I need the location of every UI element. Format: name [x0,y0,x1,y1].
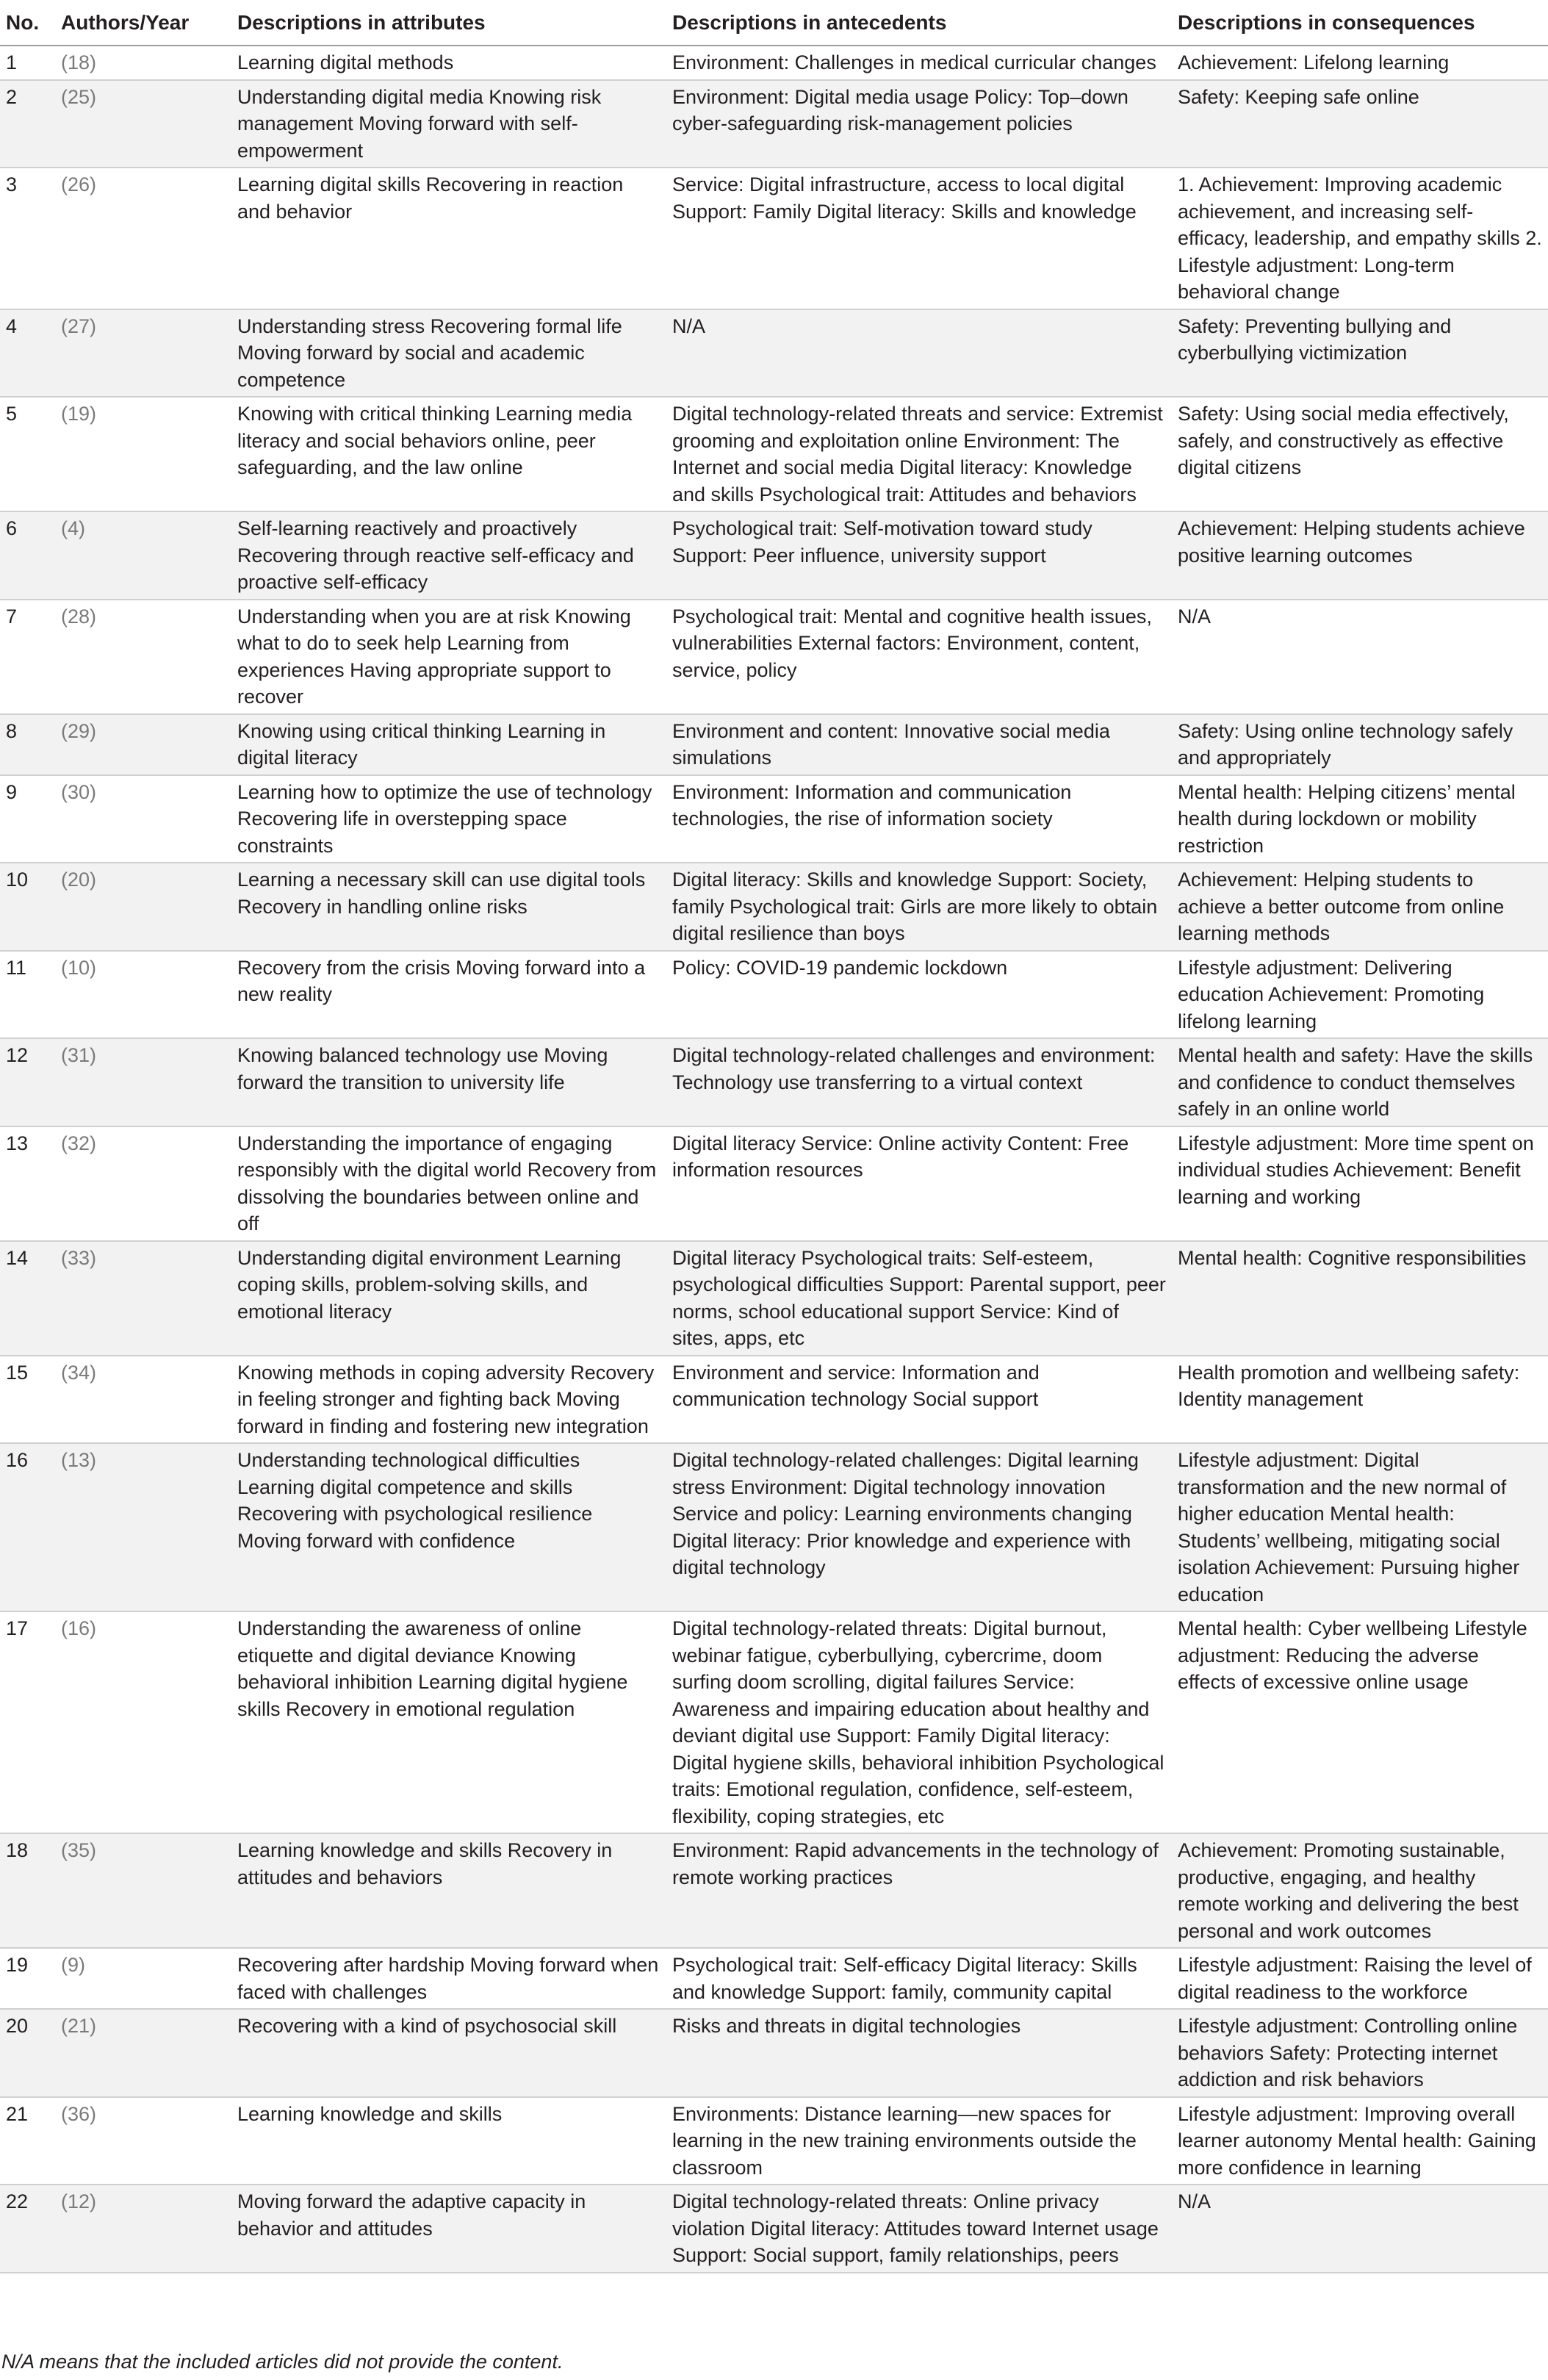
cell-no: 10 [0,863,55,951]
cell-attributes: Learning how to optimize the use of technology Recovering life in overstepping space constraints [231,775,666,863]
cell-reference: (20) [55,863,231,951]
cell-antecedents: Policy: COVID-19 pandemic lockdown [666,951,1172,1039]
cell-antecedents: Psychological trait: Self-motivation toward study Support: Peer influence, university support [666,511,1172,600]
cell-consequences: Safety: Preventing bullying and cyberbullying victimization [1172,309,1548,398]
header-authors-year: Authors/Year [55,0,231,46]
cell-consequences: N/A [1172,600,1548,714]
cell-reference: (16) [55,1611,231,1833]
cell-attributes: Knowing balanced technology use Moving forward the transition to university life [231,1038,666,1126]
cell-attributes: Moving forward the adaptive capacity in behavior and attitudes [231,2185,666,2273]
cell-antecedents: Digital technology-related challenges and environment: Technology use transferring to a virtual context [666,1038,1172,1126]
cell-consequences: Achievement: Helping students achieve positive learning outcomes [1172,511,1548,600]
cell-antecedents: N/A [666,309,1172,398]
cell-no: 3 [0,168,55,309]
cell-attributes: Knowing methods in coping adversity Recovery in feeling stronger and fighting back Moving forward in finding and fostering new integration [231,1356,666,1444]
cell-antecedents: Environment: Challenges in medical curricular changes [666,46,1172,80]
table-body [0,46,1548,2273]
table-row [0,1611,1548,1833]
table-row [0,600,1548,714]
cell-no: 13 [0,1126,55,1241]
cell-reference: (28) [55,600,231,714]
cell-no: 8 [0,714,55,775]
cell-antecedents: Digital technology-related threats and service: Extremist grooming and exploitation online Environment: The Internet and social media Digital literacy: Knowledge and skills Psychological trait: Attitudes and behaviors [666,397,1172,511]
cell-no: 4 [0,309,55,398]
table-row [0,775,1548,863]
table-row [0,1833,1548,1948]
cell-no: 7 [0,600,55,714]
table-row [0,2185,1548,2273]
cell-attributes: Learning a necessary skill can use digital tools Recovery in handling online risks [231,863,666,951]
cell-reference: (27) [55,309,231,398]
header-antecedents: Descriptions in antecedents [666,0,1172,46]
cell-antecedents: Environments: Distance learning—new spaces for learning in the new training environments outside the classroom [666,2097,1172,2185]
cell-consequences: Achievement: Lifelong learning [1172,46,1548,80]
cell-consequences: N/A [1172,2185,1548,2273]
cell-consequences: Mental health: Cyber wellbeing Lifestyle adjustment: Reducing the adverse effects of excessive online usage [1172,1611,1548,1833]
cell-reference: (32) [55,1126,231,1241]
table-row [0,1038,1548,1126]
cell-consequences: Achievement: Promoting sustainable, productive, engaging, and healthy remote working and delivering the best personal and work outcomes [1172,1833,1548,1948]
cell-attributes: Learning knowledge and skills [231,2097,666,2185]
cell-reference: (36) [55,2097,231,2185]
cell-consequences: Lifestyle adjustment: Improving overall learner autonomy Mental health: Gaining more confidence in learning [1172,2097,1548,2185]
table-row [0,1443,1548,1611]
cell-reference: (29) [55,714,231,775]
cell-reference: (21) [55,2009,231,2097]
cell-reference: (35) [55,1833,231,1948]
cell-antecedents: Risks and threats in digital technologies [666,2009,1172,2097]
table-row [0,1948,1548,2009]
cell-attributes: Recovery from the crisis Moving forward into a new reality [231,951,666,1039]
cell-no: 17 [0,1611,55,1833]
cell-attributes: Learning digital skills Recovering in reaction and behavior [231,168,666,309]
cell-attributes: Self-learning reactively and proactively Recovering through reactive self-efficacy and proactive self-efficacy [231,511,666,600]
cell-consequences: Lifestyle adjustment: More time spent on individual studies Achievement: Benefit learning and working [1172,1126,1548,1241]
cell-reference: (26) [55,168,231,309]
cell-reference: (9) [55,1948,231,2009]
cell-attributes: Understanding the importance of engaging responsibly with the digital world Recovery from dissolving the boundaries between online and off [231,1126,666,1241]
cell-no: 19 [0,1948,55,2009]
cell-no: 18 [0,1833,55,1948]
table-row [0,2097,1548,2185]
cell-antecedents: Environment and content: Innovative social media simulations [666,714,1172,775]
cell-antecedents: Environment: Rapid advancements in the technology of remote working practices [666,1833,1172,1948]
header-attributes: Descriptions in attributes [231,0,666,46]
table-row [0,1241,1548,1356]
cell-antecedents: Digital technology-related threats: Digital burnout, webinar fatigue, cyberbullying, cybercrime, doom surfing doom scrolling, digital failures Service: Awareness and impairing education about healthy and deviant digital use Support: Family Digital literacy: Digital hygiene skills, behavioral inhibition Psychological traits: Emotional regulation, confidence, self-esteem, flexibility, coping strategies, etc [666,1611,1172,1833]
cell-no: 1 [0,46,55,80]
table-row [0,80,1548,168]
cell-no: 6 [0,511,55,600]
cell-reference: (31) [55,1038,231,1126]
cell-reference: (30) [55,775,231,863]
cell-attributes: Learning digital methods [231,46,666,80]
cell-antecedents: Digital literacy Service: Online activity Content: Free information resources [666,1126,1172,1241]
table-row [0,168,1548,309]
cell-no: 5 [0,397,55,511]
table-row [0,309,1548,398]
cell-consequences: Mental health: Cognitive responsibilities [1172,1241,1548,1356]
cell-consequences: Health promotion and wellbeing safety: Identity management [1172,1356,1548,1444]
cell-antecedents: Environment and service: Information and communication technology Social support [666,1356,1172,1444]
cell-antecedents: Environment: Information and communication technologies, the rise of information society [666,775,1172,863]
cell-reference: (13) [55,1443,231,1611]
table-row [0,951,1548,1039]
cell-attributes: Understanding digital environment Learning coping skills, problem-solving skills, and emotional literacy [231,1241,666,1356]
header-no: No. [0,0,55,46]
cell-consequences: Lifestyle adjustment: Raising the level of digital readiness to the workforce [1172,1948,1548,2009]
table-row [0,1356,1548,1444]
cell-consequences: Lifestyle adjustment: Controlling online behaviors Safety: Protecting internet addiction and risk behaviors [1172,2009,1548,2097]
cell-reference: (19) [55,397,231,511]
cell-reference: (4) [55,511,231,600]
header-row [0,0,1548,46]
table-row [0,397,1548,511]
cell-consequences: Lifestyle adjustment: Delivering education Achievement: Promoting lifelong learning [1172,951,1548,1039]
table-row [0,1126,1548,1241]
cell-consequences: Mental health: Helping citizens’ mental health during lockdown or mobility restriction [1172,775,1548,863]
cell-attributes: Understanding technological difficulties Learning digital competence and skills Recovering with psychological resilience Moving forward with confidence [231,1443,666,1611]
cell-no: 2 [0,80,55,168]
cell-consequences: Safety: Using online technology safely and appropriately [1172,714,1548,775]
cell-attributes: Knowing using critical thinking Learning in digital literacy [231,714,666,775]
table-header [0,0,1548,46]
cell-attributes: Recovering with a kind of psychosocial skill [231,2009,666,2097]
cell-antecedents: Environment: Digital media usage Policy: Top–down cyber-safeguarding risk-management policies [666,80,1172,168]
table-row [0,714,1548,775]
cell-antecedents: Digital technology-related threats: Online privacy violation Digital literacy: Attitudes toward Internet usage Support: Social support, family relationships, peers [666,2185,1172,2273]
cell-attributes: Learning knowledge and skills Recovery in attitudes and behaviors [231,1833,666,1948]
table-footnote: N/A means that the included articles did not provide the content. [1,2351,564,2373]
cell-antecedents: Digital literacy Psychological traits: Self-esteem, psychological difficulties Support: Parental support, peer norms, school educational support Service: Kind of sites, apps, etc [666,1241,1172,1356]
cell-antecedents: Digital literacy: Skills and knowledge Support: Society, family Psychological trait: Girls are more likely to obtain digital resilience than boys [666,863,1172,951]
cell-consequences: Lifestyle adjustment: Digital transformation and the new normal of higher education Mental health: Students’ wellbeing, mitigating social isolation Achievement: Pursuing higher education [1172,1443,1548,1611]
cell-reference: (10) [55,951,231,1039]
cell-no: 22 [0,2185,55,2273]
cell-consequences: Mental health and safety: Have the skills and confidence to conduct themselves safely in an online world [1172,1038,1548,1126]
cell-attributes: Understanding digital media Knowing risk management Moving forward with self-empowerment [231,80,666,168]
cell-consequences: 1. Achievement: Improving academic achievement, and increasing self-efficacy, leadership, and empathy skills 2. Lifestyle adjustment: Long-term behavioral change [1172,168,1548,309]
cell-antecedents: Psychological trait: Self-efficacy Digital literacy: Skills and knowledge Support: family, community capital [666,1948,1172,2009]
cell-reference: (33) [55,1241,231,1356]
cell-no: 20 [0,2009,55,2097]
cell-reference: (34) [55,1356,231,1444]
table-row [0,46,1548,80]
cell-no: 16 [0,1443,55,1611]
cell-attributes: Understanding when you are at risk Knowing what to do to seek help Learning from experiences Having appropriate support to recover [231,600,666,714]
cell-reference: (18) [55,46,231,80]
cell-no: 9 [0,775,55,863]
cell-reference: (25) [55,80,231,168]
table-row [0,863,1548,951]
cell-attributes: Understanding stress Recovering formal life Moving forward by social and academic competence [231,309,666,398]
table-row [0,511,1548,600]
cell-consequences: Safety: Using social media effectively, safely, and constructively as effective digital citizens [1172,397,1548,511]
cell-attributes: Recovering after hardship Moving forward when faced with challenges [231,1948,666,2009]
cell-attributes: Knowing with critical thinking Learning media literacy and social behaviors online, peer safeguarding, and the law online [231,397,666,511]
cell-antecedents: Digital technology-related challenges: Digital learning stress Environment: Digital technology innovation Service and policy: Learning environments changing Digital literacy: Prior knowledge and experience with digital technology [666,1443,1172,1611]
cell-antecedents: Service: Digital infrastructure, access to local digital Support: Family Digital literacy: Skills and knowledge [666,168,1172,309]
cell-no: 14 [0,1241,55,1356]
cell-consequences: Achievement: Helping students to achieve a better outcome from online learning methods [1172,863,1548,951]
cell-antecedents: Psychological trait: Mental and cognitive health issues, vulnerabilities External factors: Environment, content, service, policy [666,600,1172,714]
cell-no: 12 [0,1038,55,1126]
cell-no: 21 [0,2097,55,2185]
cell-no: 11 [0,951,55,1039]
table-row [0,2009,1548,2097]
cell-no: 15 [0,1356,55,1444]
cell-consequences: Safety: Keeping safe online [1172,80,1548,168]
header-consequences: Descriptions in consequences [1172,0,1548,46]
cell-reference: (12) [55,2185,231,2273]
cell-attributes: Understanding the awareness of online etiquette and digital deviance Knowing behavioral inhibition Learning digital hygiene skills Recovery in emotional regulation [231,1611,666,1833]
